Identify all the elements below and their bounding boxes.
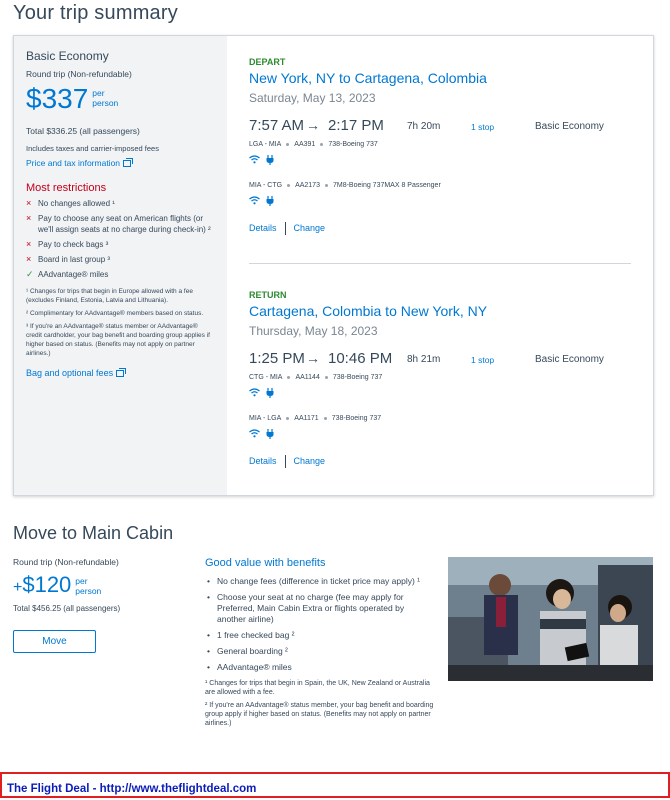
external-link-icon[interactable] <box>123 160 131 167</box>
price-tax-link-label[interactable]: Price and tax information <box>26 158 121 168</box>
rule-text: AAdvantage® miles <box>38 270 109 279</box>
leg-cabin: Basic Economy <box>535 121 604 132</box>
leg-time-row <box>249 350 631 372</box>
x-icon: × <box>26 198 32 208</box>
rule-item <box>26 254 215 265</box>
depart-time: 1:25 PM <box>249 350 305 367</box>
leg-links <box>249 455 631 468</box>
segment-airports: MIA - CTG <box>249 182 283 189</box>
restrictions-title: Most restrictions <box>26 182 107 194</box>
stops-link[interactable]: 1 stop <box>471 355 495 365</box>
dot-separator <box>325 376 328 379</box>
benefit-item: • AAdvantage® miles <box>205 662 435 673</box>
fare-footnotes <box>26 287 215 358</box>
power-icon <box>266 155 274 165</box>
x-icon: × <box>26 239 32 249</box>
dot-separator <box>287 184 290 187</box>
fare-trip-type: Round trip (Non-refundable) <box>26 69 132 79</box>
fare-name: Basic Economy <box>26 49 109 63</box>
benefits-title: Good value with benefits <box>205 557 326 569</box>
benefits-footnotes <box>205 679 435 728</box>
dot-separator <box>286 143 289 146</box>
depart-leg <box>249 57 631 235</box>
upsell-price-row <box>13 573 193 600</box>
benefit-item: • Choose your seat at no charge (fee may apply for Preferred, Main Cabin Extra or flights operated by another airline) <box>205 592 435 625</box>
check-icon: ✓ <box>26 269 34 279</box>
fare-total: Total $336.25 (all passengers) <box>26 126 140 136</box>
per-label: per <box>75 576 88 586</box>
bag-fees-link-row <box>26 368 215 378</box>
amenities <box>249 196 631 208</box>
arrive-time: 10:46 PM <box>328 350 393 367</box>
plus-sign: + <box>13 579 23 596</box>
footnote: ² Complimentary for AAdvantage® members based on status. <box>26 310 204 317</box>
segment-airports: LGA - MIA <box>249 141 282 148</box>
benefit-item: • No change fees (difference in ticket price may apply) ¹ <box>205 576 435 587</box>
cabin-photo-illustration <box>448 557 653 681</box>
segment-flight: AA2173 <box>295 182 320 189</box>
upsell-price-block <box>13 557 193 653</box>
fare-price: $337 <box>26 83 89 114</box>
link-separator <box>285 222 286 235</box>
upsell-price: $120 <box>22 572 72 597</box>
change-link[interactable]: Change <box>293 222 326 233</box>
rule-item <box>26 213 215 235</box>
depart-time: 7:57 AM <box>249 117 305 134</box>
leg-date: Thursday, May 18, 2023 <box>249 324 378 338</box>
page-title: Your trip summary <box>13 2 178 24</box>
cabin-photo <box>448 557 653 681</box>
power-icon <box>266 429 274 439</box>
wifi-icon <box>249 388 260 397</box>
stops-link[interactable]: 1 stop <box>471 122 495 132</box>
footnote: ¹ Changes for trips that begin in Spain, the UK, New Zealand or Australia are allowed with a fee. <box>205 680 430 696</box>
upsell-total: Total $456.25 (all passengers) <box>13 604 121 613</box>
source-banner <box>0 772 670 798</box>
amenities <box>249 429 631 441</box>
x-icon: × <box>26 254 32 264</box>
leg-label: DEPART <box>249 57 286 67</box>
change-link[interactable]: Change <box>293 455 326 466</box>
leg-cabin: Basic Economy <box>535 354 604 365</box>
per-person-label <box>75 576 101 596</box>
leg-label: RETURN <box>249 290 287 300</box>
segment-flight: AA1144 <box>295 374 320 381</box>
trip-summary-card <box>13 35 654 496</box>
upsell-title: Move to Main Cabin <box>13 523 174 543</box>
segment-flight: AA391 <box>294 141 316 148</box>
segment-airports: CTG - MIA <box>249 374 283 381</box>
per-label: per <box>92 88 105 98</box>
leg-route: New York, NY to Cartagena, Colombia <box>249 70 487 86</box>
segment-row <box>249 415 631 422</box>
wifi-icon <box>249 155 260 164</box>
return-leg <box>249 269 631 468</box>
dot-separator <box>324 417 327 420</box>
arrow-right-icon: → <box>306 350 320 366</box>
fare-panel <box>14 36 227 495</box>
bag-fees-link-label[interactable]: Bag and optional fees <box>26 368 114 378</box>
upsell-trip-type: Round trip (Non-refundable) <box>13 557 119 567</box>
x-icon: × <box>26 213 32 223</box>
segment-row <box>249 182 631 189</box>
dot-separator <box>320 143 323 146</box>
rule-item <box>26 239 215 250</box>
leg-duration: 8h 21m <box>407 354 441 365</box>
leg-route: Cartagena, Colombia to New York, NY <box>249 303 488 319</box>
link-separator <box>285 455 286 468</box>
wifi-icon <box>249 196 260 205</box>
wifi-icon <box>249 429 260 438</box>
leg-time-row <box>249 117 631 139</box>
amenities <box>249 388 631 400</box>
fare-includes: Includes taxes and carrier-imposed fees <box>26 144 159 153</box>
person-label: person <box>75 586 102 596</box>
dot-separator <box>325 184 328 187</box>
leg-date: Saturday, May 13, 2023 <box>249 91 376 105</box>
leg-links <box>249 222 631 235</box>
footnote: ³ If you're an AAdvantage® status member or AAdvantage® credit cardholder, your bag benefit and boarding group applies if higher based on status. (Benefits may not apply on partner airlines.) <box>26 323 210 357</box>
benefits-block <box>205 557 435 732</box>
segment-aircraft: 738-Boeing 737 <box>331 415 382 422</box>
benefit-item: • General boarding ² <box>205 646 435 657</box>
dot-separator <box>287 376 290 379</box>
rule-item <box>26 198 215 209</box>
rule-item <box>26 269 215 280</box>
segment-aircraft: 738-Boeing 737 <box>328 141 378 148</box>
rule-text: Board in last group ³ <box>38 255 111 264</box>
footnote: ¹ Changes for trips that begin in Europe allowed with a fee (excludes Finland, Estonia, Latvia and Lithuania). <box>26 288 193 304</box>
benefit-item: • 1 free checked bag ² <box>205 630 435 641</box>
power-icon <box>266 196 274 206</box>
banner-text[interactable]: The Flight Deal - http://www.theflightdeal.com <box>7 783 257 795</box>
segment-row <box>249 141 631 148</box>
bag-fees-link[interactable] <box>26 368 124 378</box>
per-person-label <box>92 88 118 108</box>
segment-row <box>249 374 631 381</box>
leg-duration: 7h 20m <box>407 121 441 132</box>
benefits-list <box>205 576 435 673</box>
footnote: ² If you're an AAdvantage® status member, your bag benefit and boarding group apply if higher based on status. (Benefits may not apply on partner airlines.) <box>205 702 434 727</box>
rule-text: Pay to choose any seat on American flights (or we'll assign seats at no charge during check-in) ² <box>38 214 211 234</box>
dot-separator <box>286 417 289 420</box>
rule-text: Pay to check bags ³ <box>38 240 109 249</box>
move-button[interactable]: Move <box>13 630 96 653</box>
amenities <box>249 155 631 167</box>
power-icon <box>266 388 274 398</box>
segment-flight: AA1171 <box>294 415 319 422</box>
segment-aircraft: 738-Boeing 737 <box>332 374 383 381</box>
fare-price-row <box>26 84 215 114</box>
arrow-right-icon: → <box>306 117 320 133</box>
details-link[interactable]: Details <box>249 455 277 466</box>
details-link[interactable]: Details <box>249 222 277 233</box>
itinerary-panel <box>227 36 653 495</box>
arrive-time: 2:17 PM <box>328 117 384 134</box>
leg-divider <box>249 263 631 264</box>
external-link-icon[interactable] <box>116 370 124 377</box>
segment-airports: MIA - LGA <box>249 415 282 422</box>
segment-aircraft: 7M8-Boeing 737MAX 8 Passenger <box>332 182 441 189</box>
price-tax-link[interactable] <box>26 158 131 168</box>
person-label: person <box>92 98 119 108</box>
rule-text: No changes allowed ¹ <box>38 199 115 208</box>
